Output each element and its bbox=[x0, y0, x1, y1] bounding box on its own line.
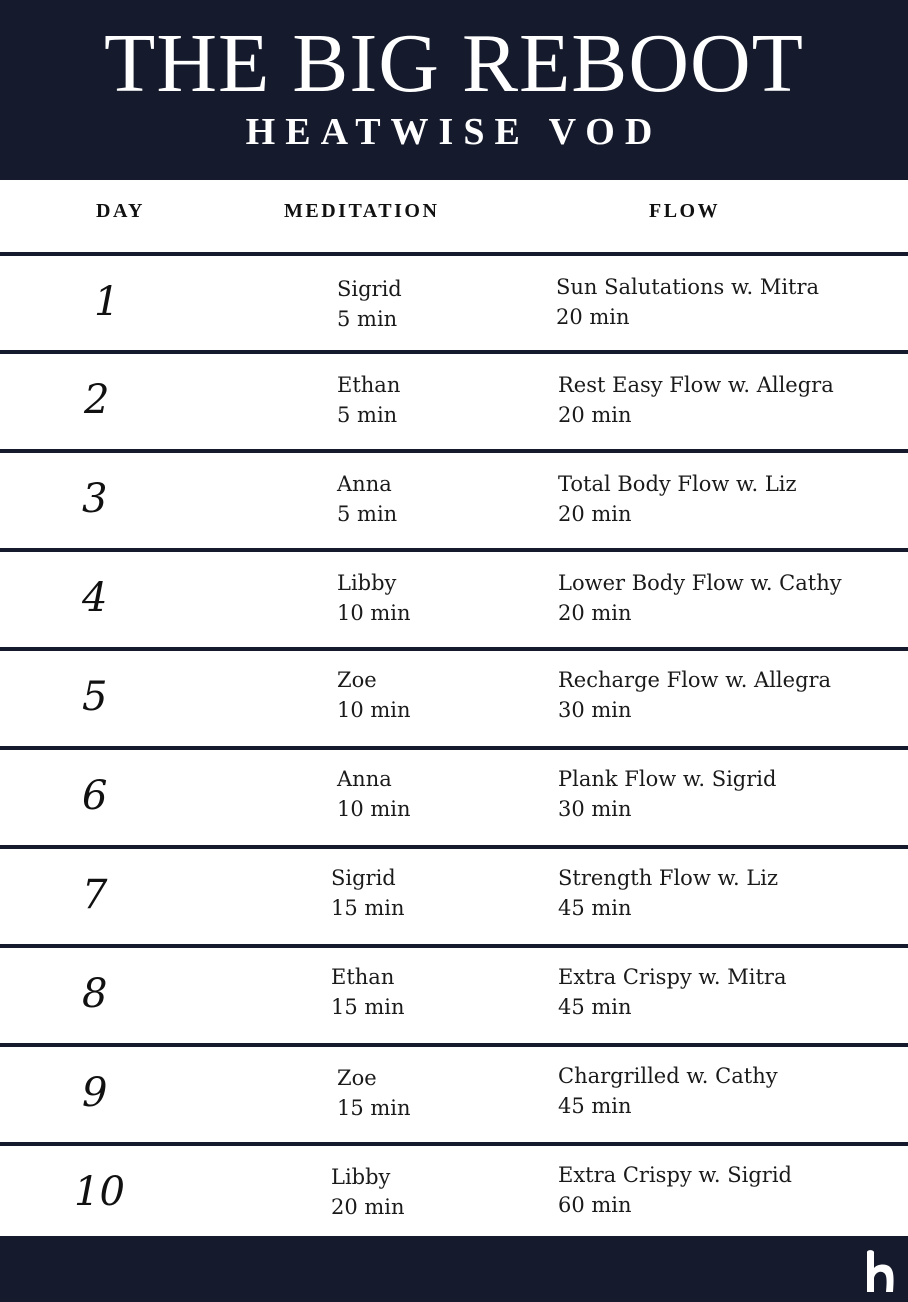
day-number: 1 bbox=[94, 279, 120, 325]
flow-duration: 20 min bbox=[556, 305, 630, 329]
day-number: 3 bbox=[82, 476, 108, 522]
table-row bbox=[0, 849, 908, 943]
flow-name: Plank Flow w. Sigrid bbox=[558, 767, 777, 791]
meditation-cell bbox=[337, 665, 411, 725]
flow-duration: 30 min bbox=[558, 797, 632, 821]
flow-name: Extra Crispy w. Sigrid bbox=[558, 1163, 793, 1187]
flow-name: Total Body Flow w. Liz bbox=[558, 472, 797, 496]
meditation-cell bbox=[331, 962, 405, 1022]
table-row bbox=[0, 552, 908, 646]
flow-name: Lower Body Flow w. Cathy bbox=[558, 571, 842, 595]
meditation-name: Libby bbox=[337, 571, 397, 595]
day-number: 7 bbox=[82, 872, 108, 918]
day-number: 5 bbox=[82, 674, 108, 720]
flow-duration: 45 min bbox=[558, 896, 632, 920]
meditation-cell bbox=[337, 370, 400, 430]
flow-cell bbox=[558, 665, 831, 725]
flow-duration: 60 min bbox=[558, 1193, 632, 1217]
meditation-cell bbox=[337, 1063, 411, 1123]
table-row bbox=[0, 453, 908, 547]
meditation-duration: 15 min bbox=[337, 1096, 411, 1120]
meditation-duration: 15 min bbox=[331, 995, 405, 1019]
meditation-cell bbox=[331, 1162, 405, 1222]
meditation-name: Sigrid bbox=[331, 866, 396, 890]
flow-name: Sun Salutations w. Mitra bbox=[556, 275, 820, 299]
table-row bbox=[0, 948, 908, 1042]
flow-cell bbox=[558, 1160, 792, 1220]
page-title: THE BIG REBOOT bbox=[104, 17, 804, 110]
flow-cell bbox=[558, 1061, 778, 1121]
meditation-duration: 5 min bbox=[337, 403, 398, 427]
column-header-day: DAY bbox=[96, 200, 145, 222]
table-row bbox=[0, 651, 908, 745]
table-row bbox=[0, 1146, 908, 1240]
flow-name: Strength Flow w. Liz bbox=[558, 866, 779, 890]
meditation-cell bbox=[337, 469, 397, 529]
meditation-name: Zoe bbox=[337, 1066, 377, 1090]
flow-cell bbox=[558, 764, 776, 824]
column-header-meditation: MEDITATION bbox=[284, 200, 440, 222]
flow-cell bbox=[558, 568, 842, 628]
meditation-name: Ethan bbox=[337, 373, 401, 397]
meditation-cell bbox=[337, 764, 411, 824]
day-number: 10 bbox=[74, 1169, 125, 1215]
page-subtitle: HEATWISE VOD bbox=[245, 111, 663, 153]
flow-cell bbox=[558, 469, 797, 529]
meditation-cell bbox=[337, 568, 411, 628]
meditation-duration: 10 min bbox=[337, 797, 411, 821]
meditation-duration: 10 min bbox=[337, 601, 411, 625]
flow-cell bbox=[558, 962, 786, 1022]
meditation-duration: 15 min bbox=[331, 896, 405, 920]
flow-duration: 45 min bbox=[558, 995, 632, 1019]
flow-name: Chargrilled w. Cathy bbox=[558, 1064, 778, 1088]
flow-cell bbox=[558, 863, 778, 923]
table-row bbox=[0, 1047, 908, 1141]
header-banner bbox=[0, 0, 908, 180]
table-row bbox=[0, 256, 908, 350]
meditation-duration: 10 min bbox=[337, 698, 411, 722]
day-number: 8 bbox=[82, 971, 108, 1017]
meditation-name: Anna bbox=[337, 767, 392, 791]
flow-cell bbox=[558, 370, 834, 430]
meditation-name: Ethan bbox=[331, 965, 395, 989]
meditation-cell bbox=[331, 863, 405, 923]
meditation-duration: 5 min bbox=[337, 502, 398, 526]
day-number: 9 bbox=[82, 1070, 108, 1116]
day-number: 6 bbox=[82, 773, 108, 819]
flow-duration: 20 min bbox=[558, 601, 632, 625]
column-header-flow: FLOW bbox=[649, 200, 721, 222]
flow-name: Rest Easy Flow w. Allegra bbox=[558, 373, 834, 397]
table-row bbox=[0, 750, 908, 844]
meditation-name: Anna bbox=[337, 472, 392, 496]
day-number: 4 bbox=[82, 575, 108, 621]
meditation-duration: 20 min bbox=[331, 1195, 405, 1219]
flow-duration: 45 min bbox=[558, 1094, 632, 1118]
footer-bar bbox=[0, 1236, 908, 1302]
table-row bbox=[0, 354, 908, 448]
meditation-name: Libby bbox=[331, 1165, 391, 1189]
heatwise-h-logo-icon bbox=[864, 1248, 896, 1294]
flow-duration: 20 min bbox=[558, 502, 632, 526]
flow-name: Extra Crispy w. Mitra bbox=[558, 965, 787, 989]
flow-duration: 20 min bbox=[558, 403, 632, 427]
flow-name: Recharge Flow w. Allegra bbox=[558, 668, 832, 692]
day-number: 2 bbox=[84, 377, 110, 423]
meditation-name: Zoe bbox=[337, 668, 377, 692]
meditation-cell bbox=[337, 274, 402, 334]
meditation-duration: 5 min bbox=[337, 307, 398, 331]
flow-cell bbox=[556, 272, 819, 332]
flow-duration: 30 min bbox=[558, 698, 632, 722]
meditation-name: Sigrid bbox=[337, 277, 402, 301]
